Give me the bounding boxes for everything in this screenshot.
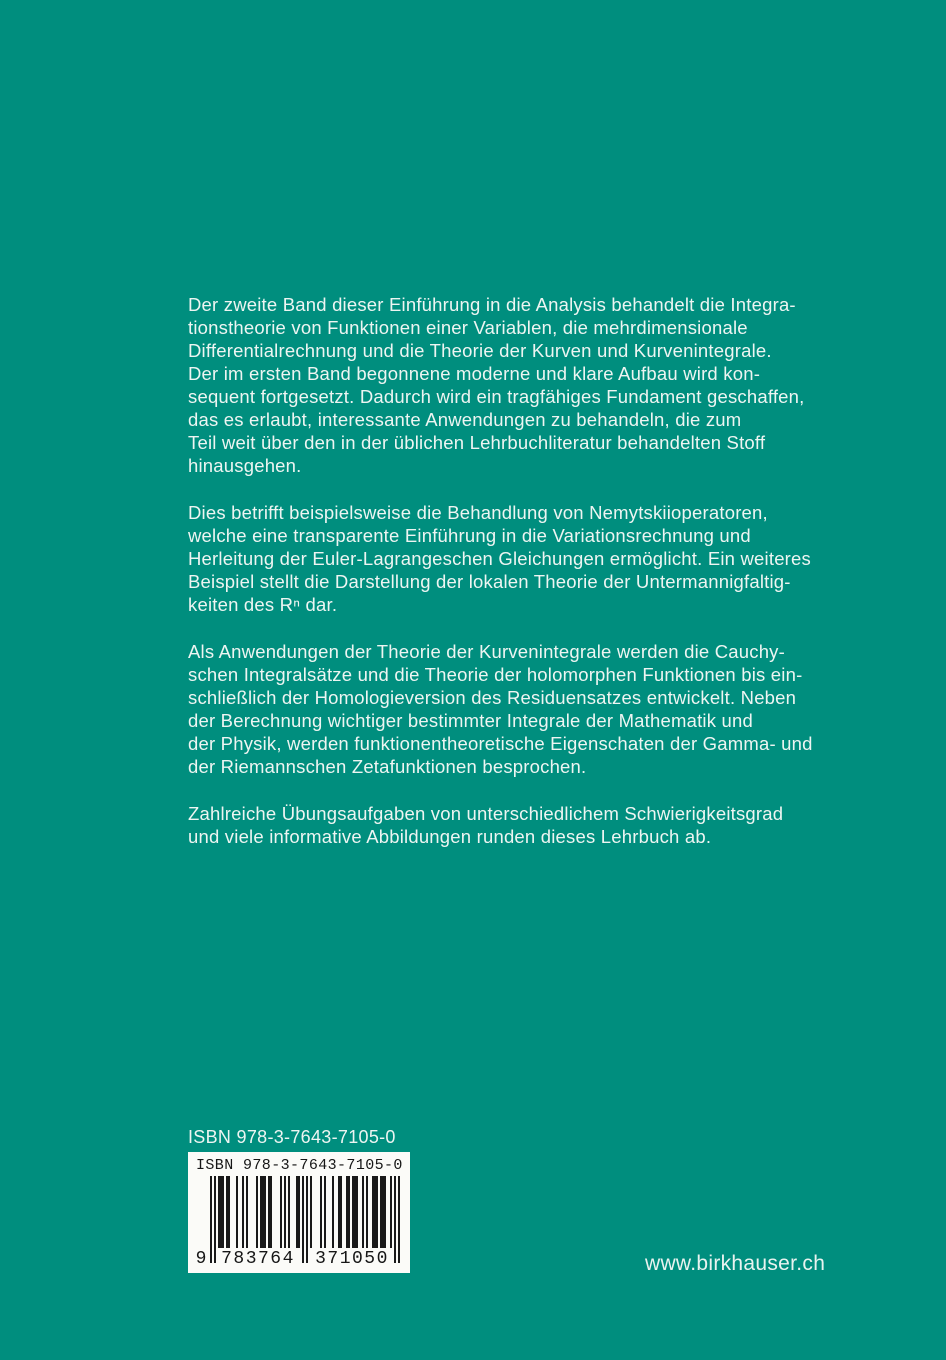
- blurb-paragraph: [188, 802, 813, 848]
- blurb-line: das es erlaubt, interessante Anwendungen zu behandeln, die zum: [188, 409, 742, 430]
- barcode-bar: [284, 1176, 286, 1248]
- barcode-bar: [210, 1176, 212, 1263]
- barcode-bar: [390, 1176, 392, 1248]
- barcode-bar: [366, 1176, 368, 1248]
- barcode-bar: [280, 1176, 282, 1248]
- blurb-text: [188, 293, 813, 872]
- barcode-bar: [376, 1176, 378, 1248]
- barcode-digit-prefix: 9: [195, 1249, 207, 1269]
- barcode-bar: [256, 1176, 258, 1248]
- barcode-bar: [384, 1176, 386, 1248]
- barcode-bar: [320, 1176, 322, 1248]
- barcode-bar: [332, 1176, 334, 1248]
- barcode-bar: [242, 1176, 244, 1248]
- barcode-bar: [264, 1176, 266, 1248]
- barcode-bar: [356, 1176, 358, 1248]
- isbn-barcode: [188, 1152, 410, 1273]
- barcode-bar: [302, 1176, 304, 1263]
- blurb-paragraph: [188, 293, 813, 477]
- blurb-line: hinausgehen.: [188, 455, 302, 476]
- blurb-line: schen Integralsätze und die Theorie der holomorphen Funktionen bis ein-: [188, 664, 803, 685]
- blurb-line: schließlich der Homologieversion des Residuensatzes entwickelt. Neben: [188, 687, 797, 708]
- barcode-bar: [324, 1176, 326, 1248]
- blurb-line: der Berechnung wichtiger bestimmter Integrale der Mathematik und: [188, 710, 753, 731]
- blurb-line: keiten des Rⁿ dar.: [188, 594, 338, 615]
- blurb-line: Teil weit über den in der üblichen Lehrbuchliteratur behandelten Stoff: [188, 432, 766, 453]
- barcode-bar: [362, 1176, 364, 1248]
- blurb-line: sequent fortgesetzt. Dadurch wird ein tragfähiges Fundament geschaffen,: [188, 386, 805, 407]
- blurb-line: Dies betrifft beispielsweise die Behandlung von Nemytskiioperatoren,: [188, 502, 768, 523]
- blurb-line: Der im ersten Band begonnene moderne und klare Aufbau wird kon-: [188, 363, 761, 384]
- barcode-bar: [310, 1176, 312, 1248]
- barcode-bar: [348, 1176, 350, 1248]
- barcode-digits-left: 783764: [216, 1248, 300, 1270]
- blurb-line: Der zweite Band dieser Einführung in die Analysis behandelt die Integra-: [188, 294, 796, 315]
- blurb-line: welche eine transparente Einführung in die Variationsrechnung und: [188, 525, 751, 546]
- barcode-bar: [298, 1176, 300, 1248]
- barcode-bar: [236, 1176, 238, 1248]
- barcode-bar: [246, 1176, 248, 1248]
- blurb-line: Differentialrechnung und die Theorie der Kurven und Kurvenintegrale.: [188, 340, 772, 361]
- barcode-bar: [398, 1176, 400, 1263]
- blurb-line: der Riemannschen Zetafunktionen besprochen.: [188, 756, 587, 777]
- barcode-digits-right: 371050: [310, 1248, 394, 1270]
- barcode-bars: [195, 1176, 400, 1270]
- blurb-line: Herleitung der Euler-Lagrangeschen Gleichungen ermöglicht. Ein weiteres: [188, 548, 811, 569]
- blurb-line: und viele informative Abbildungen runden dieses Lehrbuch ab.: [188, 826, 712, 847]
- blurb-paragraph: [188, 501, 813, 616]
- blurb-line: tionstheorie von Funktionen einer Variablen, die mehrdimensionale: [188, 317, 748, 338]
- barcode-bar: [340, 1176, 342, 1248]
- barcode-bar: [214, 1176, 216, 1263]
- blurb-line: Zahlreiche Übungsaufgaben von unterschiedlichem Schwierigkeitsgrad: [188, 803, 784, 824]
- barcode-bar: [222, 1176, 224, 1248]
- barcode-isbn-text: ISBN 978-3-7643-7105-0: [196, 1157, 403, 1174]
- barcode-bar: [306, 1176, 308, 1263]
- barcode-bar: [394, 1176, 396, 1263]
- isbn-label: ISBN 978-3-7643-7105-0: [188, 1127, 396, 1147]
- blurb-line: Als Anwendungen der Theorie der Kurvenintegrale werden die Cauchy-: [188, 641, 785, 662]
- blurb-line: der Physik, werden funktionentheoretische Eigenschaten der Gamma- und: [188, 733, 813, 754]
- barcode-bar: [288, 1176, 290, 1248]
- barcode-bar: [228, 1176, 230, 1248]
- barcode-bar: [270, 1176, 272, 1248]
- blurb-line: Beispiel stellt die Darstellung der lokalen Theorie der Untermannigfaltig-: [188, 571, 791, 592]
- blurb-paragraph: [188, 640, 813, 778]
- publisher-website: www.birkhauser.ch: [645, 1252, 826, 1275]
